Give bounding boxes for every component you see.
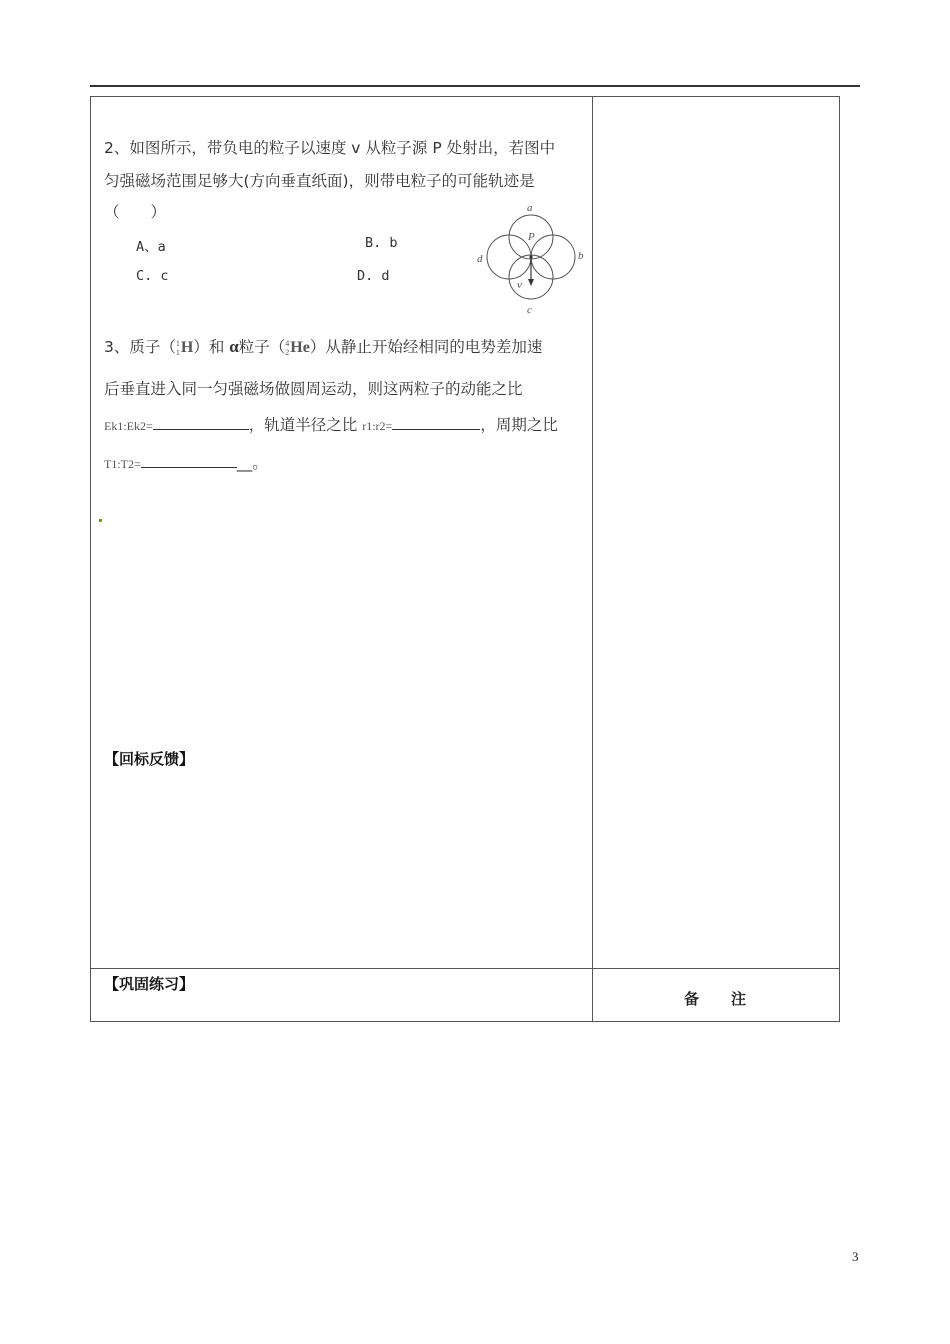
alpha-symbol: α (229, 337, 239, 356)
helium-charge: 2 (285, 348, 290, 358)
helium-element: He (290, 339, 310, 356)
worksheet-table (90, 96, 840, 1022)
ek-ratio-label: Ek1:Ek2= (104, 419, 153, 433)
q2-option-b: B. b (365, 235, 398, 251)
q2-answer-bracket: （ ） (104, 203, 167, 221)
q3-line2: 后垂直进入同一匀强磁场做圆周运动，则这两粒子的动能之比 (104, 380, 523, 398)
q3-mid2: 粒子（ (238, 338, 286, 356)
q2-option-d: D. d (357, 268, 390, 284)
proton-charge: 1 (175, 348, 180, 358)
proton-mass: 1 (175, 339, 180, 349)
q3-mid1: ）和 (193, 338, 225, 356)
column-divider (592, 96, 593, 1022)
r-ratio-blank[interactable] (392, 417, 480, 430)
q3-end: __。 (236, 454, 268, 472)
helium-mass: 4 (285, 339, 290, 349)
source-point (529, 255, 532, 258)
header-rule (90, 85, 860, 87)
t-ratio-label: T1:T2= (104, 457, 141, 471)
label-b: b (578, 250, 584, 262)
q3-suffix1: ）从静止开始经相同的电势差加速 (309, 338, 543, 356)
radius-label: ，轨道半径之比 (248, 416, 358, 434)
helium-symbol (285, 339, 310, 356)
label-v: v (517, 279, 522, 291)
q2-line2: 匀强磁场范围足够大(方向垂直纸面)，则带电粒子的可能轨迹是 (104, 172, 535, 190)
q3-line1 (104, 335, 542, 357)
trajectory-diagram (470, 200, 590, 318)
remarks-heading: 备注 (684, 990, 779, 1008)
r-ratio-label: r1:r2= (362, 419, 393, 433)
label-a: a (527, 202, 533, 214)
q2-line1: 2、如图所示，带负电的粒子以速度 v 从粒子源 P 处射出，若图中 (104, 139, 556, 157)
q2-option-a: A、a (136, 239, 166, 255)
q2-option-c: C. c (136, 268, 169, 284)
q3-prefix: 3、质子（ (104, 338, 176, 356)
page-number: 3 (852, 1249, 859, 1264)
label-d: d (477, 253, 483, 265)
label-c: c (527, 304, 532, 316)
proton-element: H (180, 339, 194, 356)
arrow-head (528, 279, 534, 286)
feedback-heading: 【回标反馈】 (104, 750, 195, 768)
t-ratio-blank[interactable] (141, 455, 237, 468)
proton-symbol (176, 339, 193, 356)
ek-ratio-blank[interactable] (153, 417, 249, 430)
q3-line4 (104, 451, 268, 473)
row-divider (90, 968, 840, 969)
period-label: ，周期之比 (480, 416, 558, 434)
stray-mark (99, 519, 102, 522)
label-p: P (528, 231, 535, 243)
q3-line3 (104, 413, 558, 435)
consolidation-heading: 【巩固练习】 (104, 975, 195, 993)
